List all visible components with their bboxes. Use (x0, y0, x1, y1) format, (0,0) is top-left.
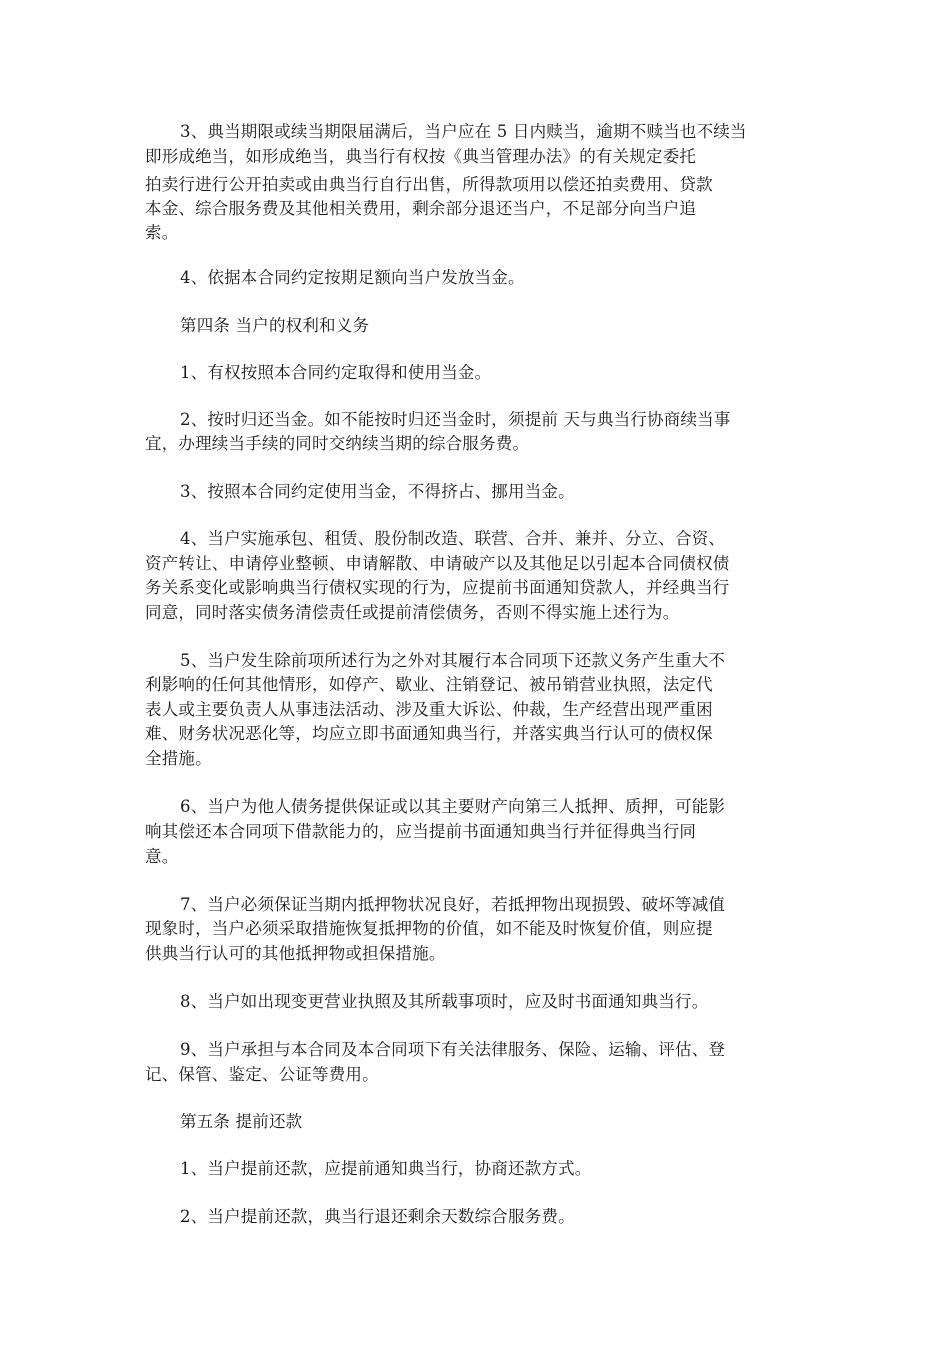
text-line: 意。 (145, 847, 179, 866)
text-line: 宜，办理续当手续的同时交纳续当期的综合服务费。 (145, 434, 530, 453)
text-line: 1、有权按照本合同约定取得和使用当金。 (180, 363, 492, 382)
text-line: 务关系变化或影响典当行债权实现的行为，应提前书面通知贷款人，并经典当行 (145, 578, 730, 597)
text-line: 拍卖行进行公开拍卖或由典当行自行出售，所得款项用以偿还拍卖费用、贷款 (145, 175, 713, 194)
text-line: 2、当户提前还款，典当行退还剩余天数综合服务费。 (180, 1207, 575, 1226)
text-line: 响其偿还本合同项下借款能力的，应当提前书面通知典当行并征得典当行同 (145, 822, 697, 841)
text-line: 同意，同时落实债务清偿责任或提前清偿债务，否则不得实施上述行为。 (145, 603, 680, 622)
text-line: 9、当户承担与本合同及本合同项下有关法律服务、保险、运输、评估、登 (180, 1040, 726, 1059)
text-line: 3、按照本合同约定使用当金，不得挤占、挪用当金。 (180, 482, 575, 501)
section-heading: 第五条 提前还款 (180, 1112, 303, 1131)
text-line: 全措施。 (145, 749, 212, 768)
text-line: 5、当户发生除前项所述行为之外对其履行本合同项下还款义务产生重大不 (180, 651, 726, 670)
text-line: 索。 (145, 223, 179, 242)
text-line: 现象时，当户必须采取措施恢复抵押物的价值，如不能及时恢复价值，则应提 (145, 919, 713, 938)
text-line: 即形成绝当，如形成绝当，典当行有权按《典当管理办法》的有关规定委托 (145, 147, 697, 166)
text-line: 6、当户为他人债务提供保证或以其主要财产向第三人抵押、质押，可能影 (180, 797, 726, 816)
text-line: 本金、综合服务费及其他相关费用，剩余部分退还当户，不足部分向当户追 (145, 199, 697, 218)
text-line: 供典当行认可的其他抵押物或担保措施。 (145, 944, 446, 963)
text-line: 3、典当期限或续当期限届满后，当户应在 5 日内赎当，逾期不赎当也不续当 (180, 122, 747, 141)
section-heading: 第四条 当户的权利和义务 (180, 316, 370, 335)
text-line: 记、保管、鉴定、公证等费用。 (145, 1065, 379, 1084)
text-line: 8、当户如出现变更营业执照及其所载事项时，应及时书面通知典当行。 (180, 992, 709, 1011)
text-line: 难、财务状况恶化等，均应立即书面通知典当行，并落实典当行认可的债权保 (145, 724, 713, 743)
text-line: 1、当户提前还款，应提前通知典当行，协商还款方式。 (180, 1159, 592, 1178)
text-line: 4、依据本合同约定按期足额向当户发放当金。 (180, 268, 525, 287)
text-line: 7、当户必须保证当期内抵押物状况良好，若抵押物出现损毁、破坏等减值 (180, 895, 726, 914)
text-line: 资产转让、申请停业整顿、申请解散、申请破产以及其他足以引起本合同债权债 (145, 554, 730, 573)
text-line: 2、按时归还当金。如不能按时归还当金时，须提前 天与典当行协商续当事 (180, 410, 731, 429)
text-line: 4、当户实施承包、租赁、股份制改造、联营、合并、兼并、分立、合资、 (180, 529, 726, 548)
text-line: 表人或主要负责人从事违法活动、涉及重大诉讼、仲裁，生产经营出现严重困 (145, 700, 713, 719)
text-line: 利影响的任何其他情形，如停产、歇业、注销登记、被吊销营业执照，法定代 (145, 675, 713, 694)
